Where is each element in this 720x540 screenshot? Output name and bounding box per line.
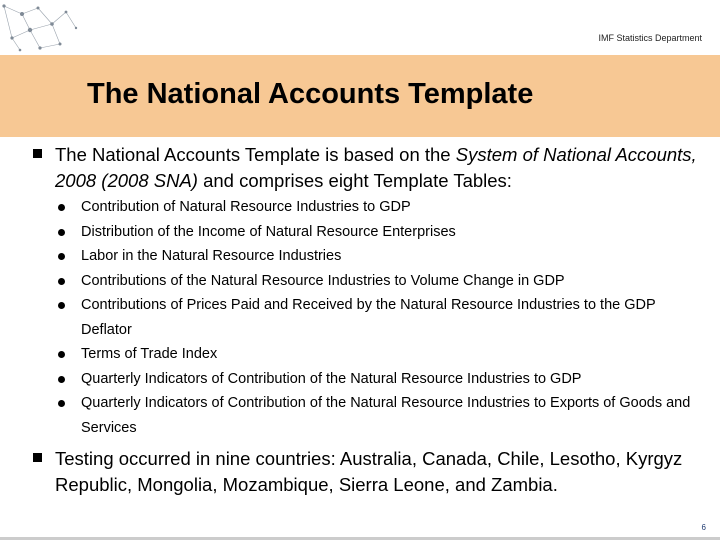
bullet-1-post: and comprises eight Template Tables:: [197, 170, 512, 191]
list-item-text: Contributions of the Natural Resource Industries to Volume Change in GDP: [81, 272, 565, 289]
list-item-text: Contributions of Prices Paid and Received by the Natural Resource Industries to the GDP Deflator: [81, 297, 656, 338]
network-graphic-icon: [0, 0, 80, 56]
list-item-text: Quarterly Indicators of Contribution of the Natural Resource Industries to GDP: [81, 370, 582, 387]
bullet-dot-icon: [58, 278, 65, 285]
bullet-dot-icon: [58, 204, 65, 211]
list-item-text: Labor in the Natural Resource Industries: [81, 248, 342, 264]
bullet-1-text: [55, 142, 703, 194]
slide-title: The National Accounts Template: [87, 78, 534, 110]
list-item-text: Distribution of the Income of Natural Resource Enterprises: [81, 223, 456, 240]
list-item: [58, 342, 708, 367]
bullet-dot-icon: [58, 400, 65, 407]
square-bullet-icon: [33, 149, 42, 158]
list-item: [58, 244, 708, 269]
bullet-dot-icon: [58, 351, 65, 358]
bullet-dot-icon: [58, 302, 65, 309]
list-item-text: Terms of Trade Index: [81, 346, 218, 362]
bullet-1-em: System of National Accounts, 2008 (2008 SNA): [55, 144, 697, 191]
bullet-dot-icon: [58, 253, 65, 260]
main-bullet-1: [33, 142, 703, 194]
list-item-text: Quarterly Indicators of Contribution of the Natural Resource Industries to Exports of Goods and Services: [81, 395, 691, 436]
square-bullet-icon: [33, 453, 42, 462]
list-item: [58, 269, 708, 294]
page-number: 6: [701, 523, 706, 532]
list-item: [58, 391, 708, 440]
list-item: [58, 293, 708, 342]
department-label: IMF Statistics Department: [598, 33, 702, 43]
bullet-2-text: Testing occurred in nine countries: Australia, Canada, Chile, Lesotho, Kyrgyz Republic, Mongolia, Mozambique, Sierra Leone, and Zambia.: [55, 448, 683, 495]
list-item-text: Contribution of Natural Resource Industries to GDP: [81, 199, 411, 215]
main-bullet-2: [33, 446, 703, 498]
bullet-dot-icon: [58, 376, 65, 383]
list-item: [58, 220, 708, 245]
bullet-dot-icon: [58, 229, 65, 236]
list-item: [58, 367, 708, 392]
list-item: [58, 195, 708, 220]
template-tables-list: [58, 195, 708, 440]
bullet-1-pre: The National Accounts Template is based on the: [55, 144, 456, 165]
